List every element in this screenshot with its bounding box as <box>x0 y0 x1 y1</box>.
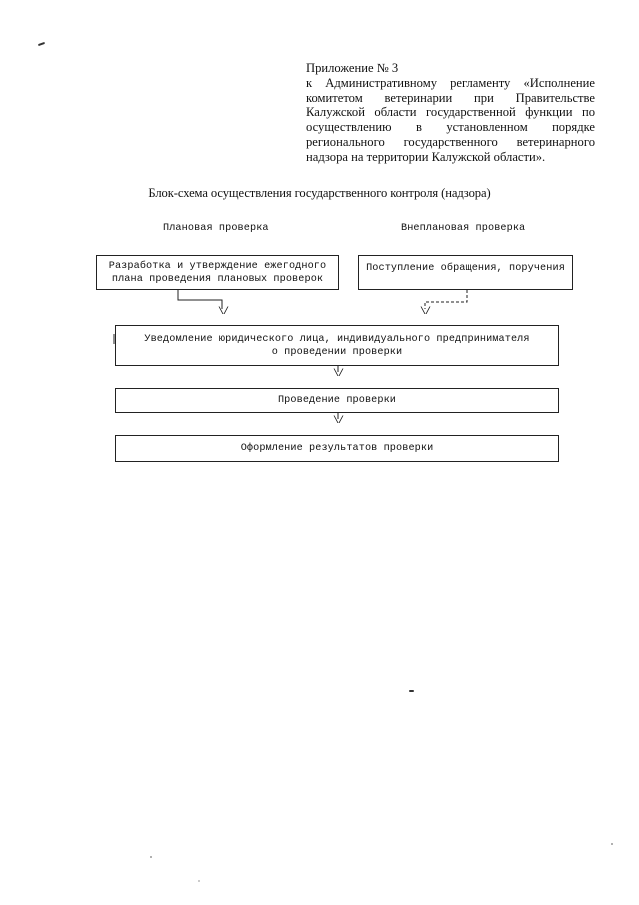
appendix-text: к Административному регламенту «Исполнение комитетом ветеринарии при Правительстве Калужской области государственной функции по осуществлению в установленном порядке регионального государственного ветеринарного надзора на территории Калужской области». <box>306 75 595 164</box>
arrow-down-icon: \/ <box>218 307 229 318</box>
appendix-title: Приложение № 3 <box>306 61 399 75</box>
unplanned-inspection-label: Внеплановая проверка <box>401 223 526 234</box>
results-text: Оформление результатов проверки <box>240 443 434 454</box>
request-received-box <box>358 255 573 290</box>
arrow-down-icon: \/ <box>333 416 344 427</box>
plan-development-line1: Разработка и утверждение ежегодного <box>108 261 327 272</box>
planned-inspection-label: Плановая проверка <box>163 223 269 234</box>
scan-speck <box>38 42 45 46</box>
scan-speck <box>150 856 152 858</box>
connector-request <box>425 290 467 309</box>
conduct-inspection-text: Проведение проверки <box>277 395 397 406</box>
notification-line1: Уведомление юридического лица, индивидуального предпринимателя <box>144 334 530 345</box>
flowchart-heading: Блок-схема осуществления государственного контроля (надзора) <box>148 186 491 200</box>
connector-plan <box>178 290 222 309</box>
arrow-down-icon: \/ <box>333 369 344 380</box>
notification-line2: о проведении проверки <box>271 347 403 358</box>
scan-speck <box>198 880 200 882</box>
arrow-down-icon: \/ <box>420 307 431 318</box>
request-received-text: Поступление обращения, поручения <box>366 263 565 274</box>
scan-speck <box>409 690 414 692</box>
appendix-note <box>306 61 595 165</box>
scan-speck <box>611 843 613 845</box>
notification-box <box>115 325 559 366</box>
conduct-inspection-box <box>115 388 559 413</box>
results-box <box>115 435 559 462</box>
plan-development-line2: плана проведения плановых проверок <box>111 274 324 285</box>
plan-development-box <box>96 255 339 290</box>
